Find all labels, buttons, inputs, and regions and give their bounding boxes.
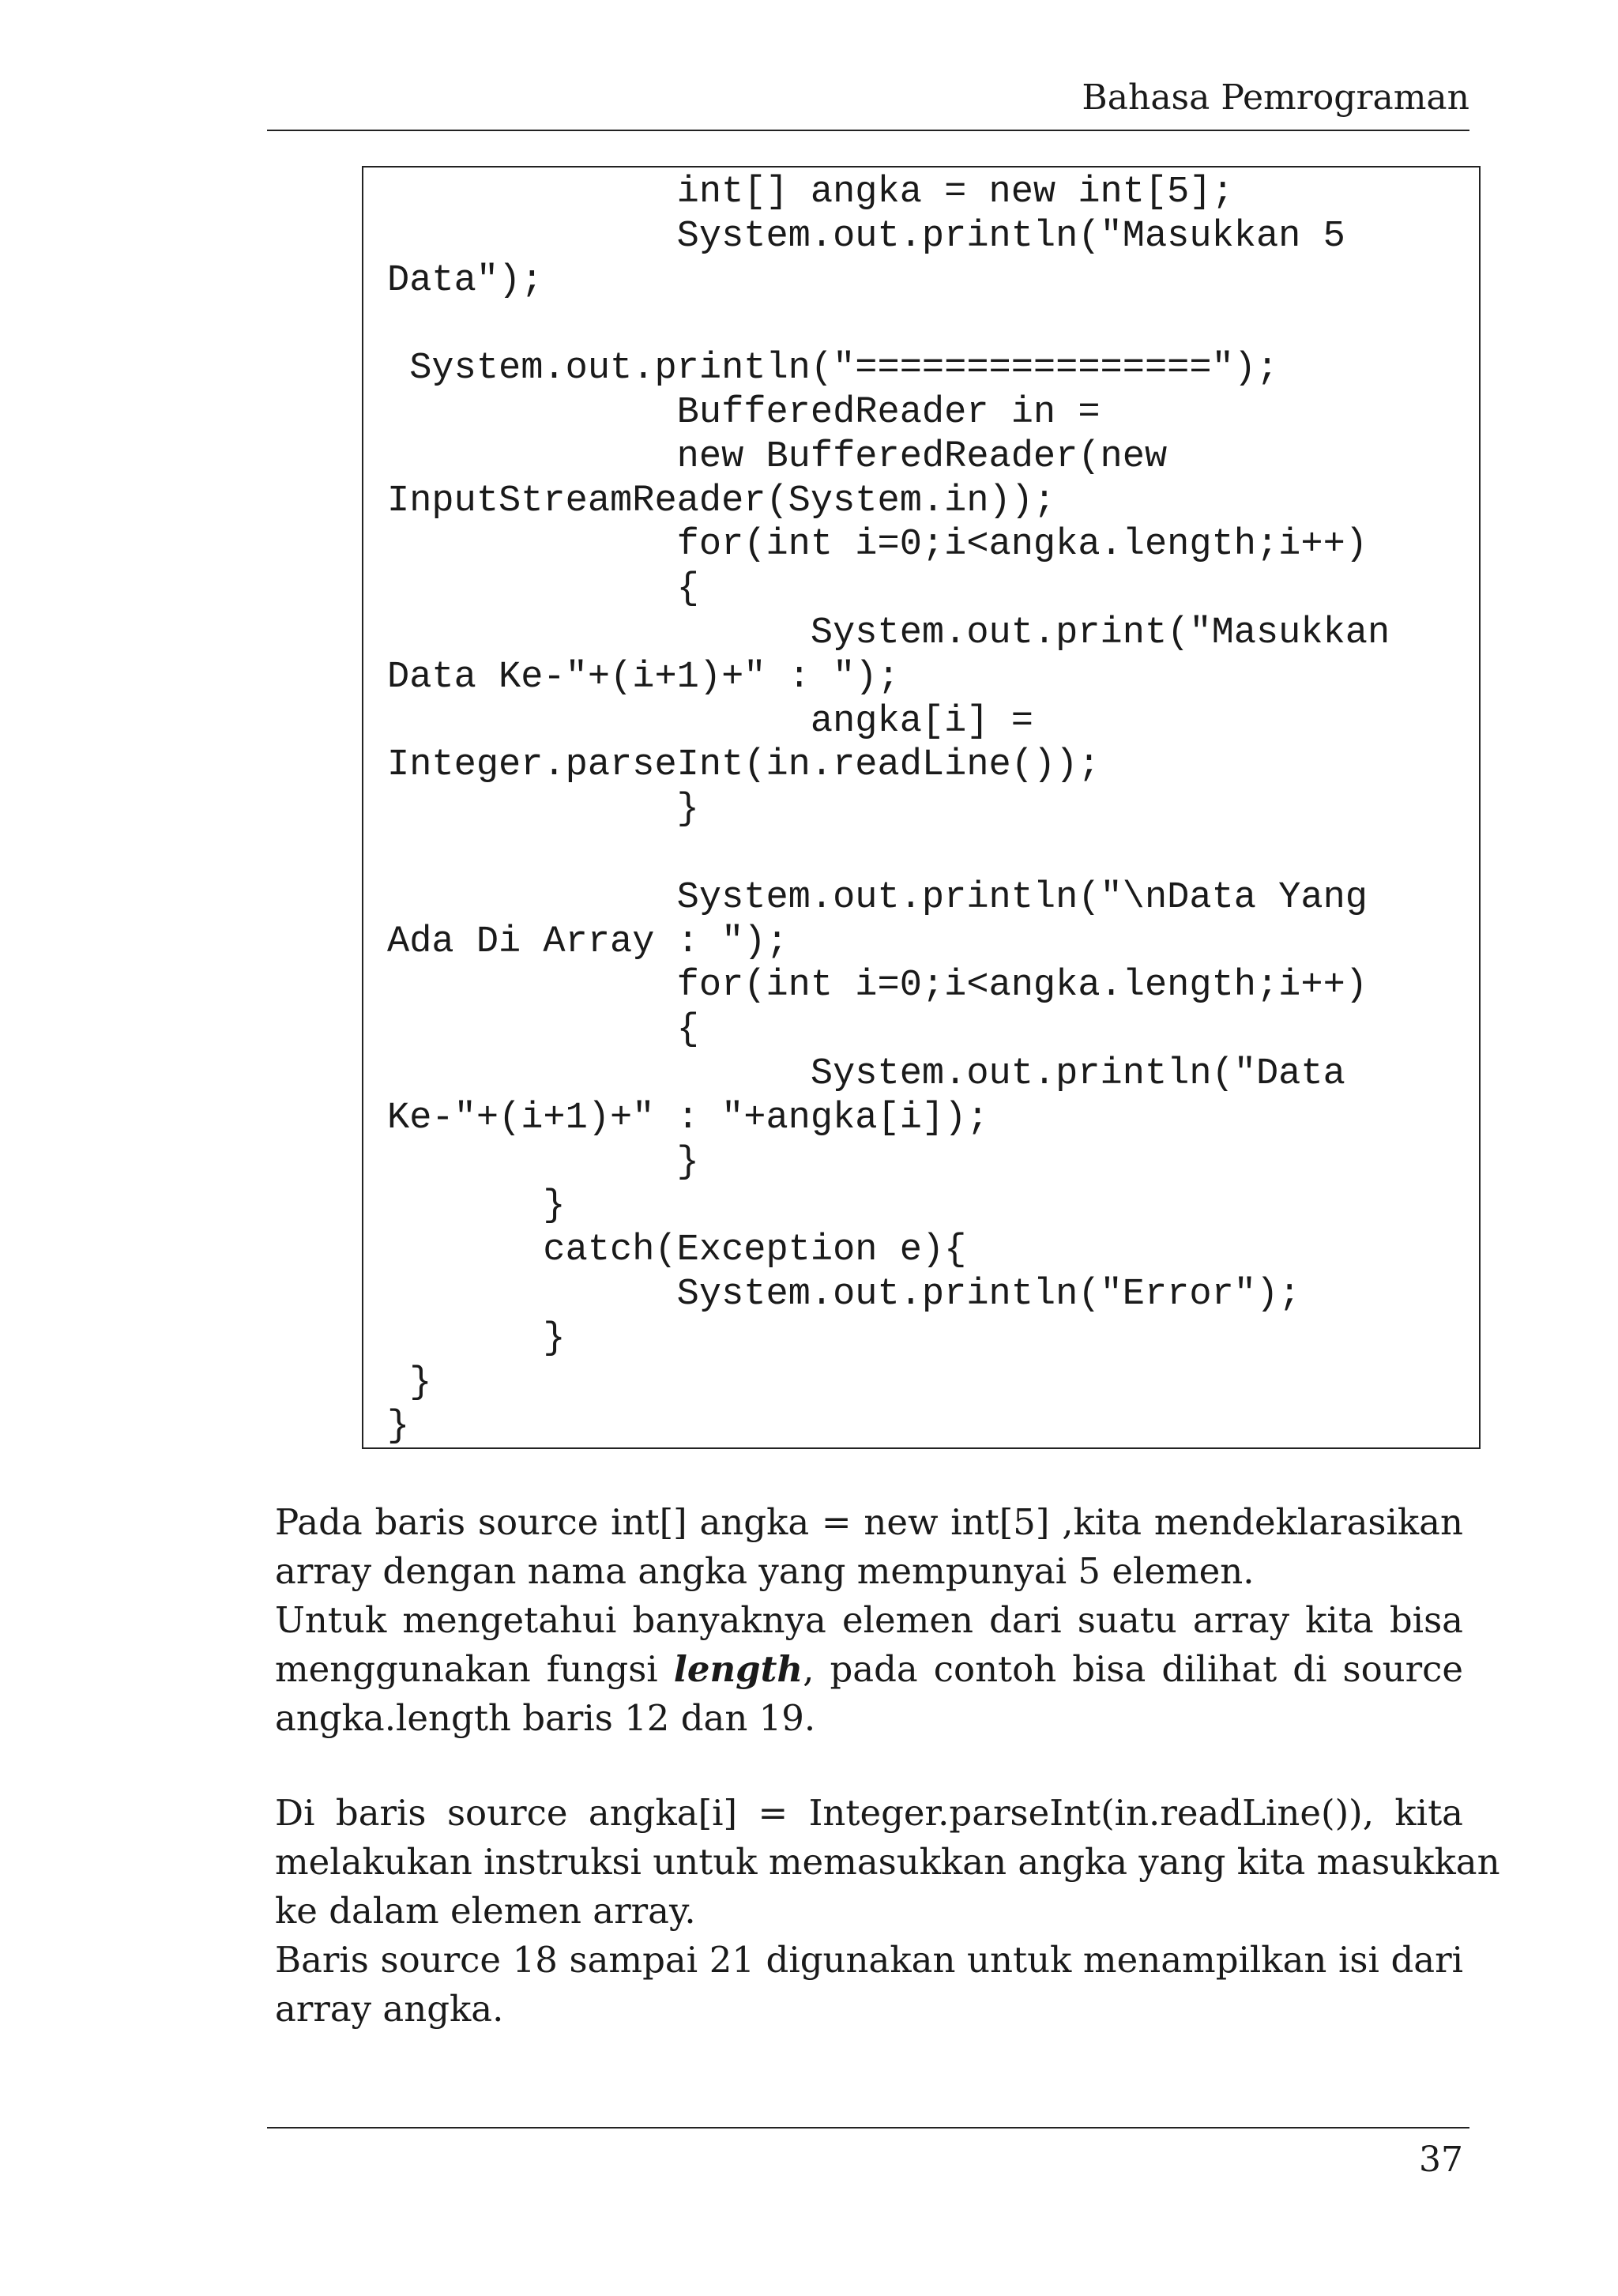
code-line: Integer.parseInt(in.readLine()); (387, 744, 1101, 787)
paragraph-line: Baris source 18 sampai 21 digunakan untuk menampilkan isi dari (275, 1939, 1463, 1981)
paragraph-line: melakukan instruksi untuk memasukkan angka yang kita masukkan (275, 1841, 1500, 1883)
text-fragment: menggunakan fungsi (275, 1648, 674, 1690)
code-line: angka[i] = (387, 700, 1033, 743)
code-line: System.out.println("\nData Yang (387, 876, 1368, 919)
paragraph-line (275, 1645, 1463, 1694)
paragraph-line: ke dalam elemen array. (275, 1890, 696, 1932)
code-line: { (387, 1009, 699, 1052)
paragraph-line: array dengan nama angka yang mempunyai 5 elemen. (275, 1550, 1255, 1592)
code-line: catch(Exception e){ (387, 1229, 967, 1272)
code-line: System.out.println("Data (387, 1053, 1345, 1095)
page-number: 37 (1419, 2140, 1463, 2180)
code-line: Data"); (387, 259, 544, 302)
code-line: System.out.println("Masukkan 5 (387, 215, 1345, 258)
running-header-title: Bahasa Pemrograman (1082, 77, 1469, 118)
code-line: } (387, 1141, 699, 1184)
code-line: } (387, 1185, 566, 1228)
header-rule (267, 130, 1469, 131)
code-line: for(int i=0;i<angka.length;i++) (387, 965, 1368, 1007)
code-line: System.out.print("Masukkan (387, 612, 1390, 654)
paragraph-line: Di baris source angka[i] = Integer.parseInt(in.readLine()), kita (275, 1792, 1463, 1834)
code-line: } (387, 789, 699, 831)
paragraph-line: Pada baris source int[] angka = new int[5] ,kita mendeklarasikan (275, 1501, 1463, 1543)
code-line: int[] angka = new int[5]; (387, 171, 1234, 213)
code-line: } (387, 1406, 410, 1448)
code-line: System.out.println("Error"); (387, 1274, 1301, 1315)
code-line: } (387, 1361, 432, 1404)
paragraph-line: angka.length baris 12 dan 19. (275, 1697, 816, 1739)
code-line: Ke-"+(i+1)+" : "+angka[i]); (387, 1097, 989, 1139)
code-line: BufferedReader in = (387, 392, 1101, 434)
emphasis-length: length (673, 1648, 803, 1690)
code-line: Data Ke-"+(i+1)+" : "); (387, 656, 900, 698)
code-line: for(int i=0;i<angka.length;i++) (387, 524, 1368, 566)
code-line: InputStreamReader(System.in)); (387, 480, 1056, 522)
code-line: { (387, 568, 699, 611)
text-fragment: , pada contoh bisa dilihat di source (803, 1648, 1463, 1690)
code-line: } (387, 1317, 566, 1360)
paragraph-line: array angka. (275, 1988, 504, 2030)
footer-rule (267, 2127, 1469, 2129)
paragraph-line: Untuk mengetahui banyaknya elemen dari suatu array kita bisa (275, 1599, 1463, 1641)
code-line: System.out.println("================"); (387, 348, 1279, 390)
code-line: new BufferedReader(new (387, 435, 1168, 478)
code-line: Ada Di Array : "); (387, 920, 788, 963)
